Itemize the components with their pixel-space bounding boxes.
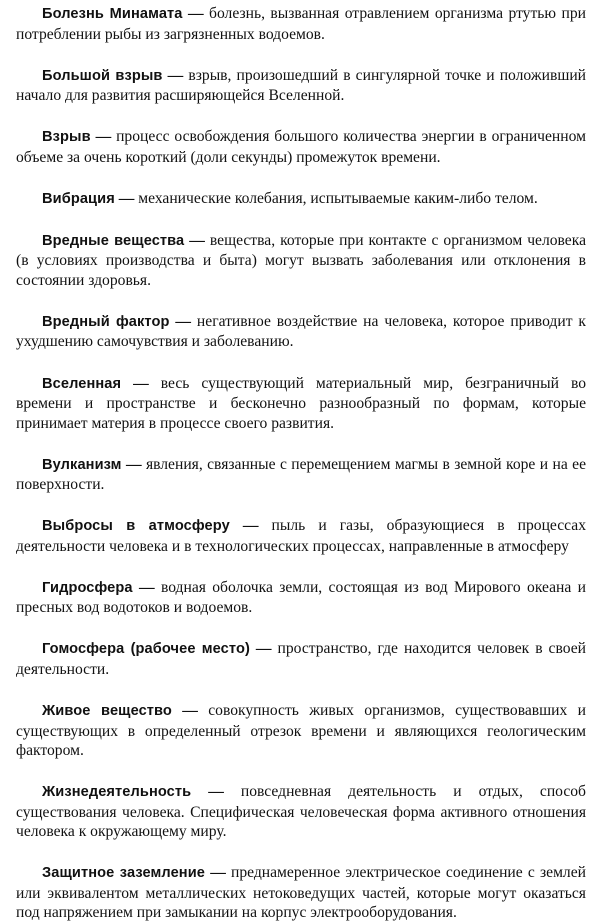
entry-definition: явления, связанные с перемещением магмы в земной коре и на ее поверхности.: [16, 455, 586, 494]
glossary-entry-emissions: [16, 516, 586, 556]
glossary-entry-big-bang: [16, 66, 586, 106]
glossary-entry-vital-activity: [16, 782, 586, 842]
entry-definition: механические колебания, испытываемые каким-либо телом.: [138, 189, 538, 207]
entry-dash: —: [210, 864, 226, 882]
entry-dash: —: [138, 578, 155, 596]
glossary-entry-minamata: [16, 4, 586, 44]
entry-term: Выбросы в атмосферу: [42, 518, 230, 535]
entry-dash: —: [175, 312, 192, 330]
entry-term: Вредные вещества: [42, 232, 185, 249]
glossary-entry-living-matter: [16, 701, 586, 761]
glossary-entry-universe: [16, 374, 586, 434]
entry-dash: —: [167, 66, 184, 84]
entry-dash: —: [242, 517, 259, 535]
entry-definition: совокупность живых организмов, существовавших и существующих в определенный отрезок времени и являющихся геологическим фактором.: [16, 702, 586, 760]
glossary-entry-explosion: [16, 127, 586, 167]
entry-term: Большой взрыв: [42, 67, 163, 84]
entry-dash: —: [208, 783, 224, 801]
entry-term: Живое вещество: [42, 703, 172, 720]
glossary-entry-hydrosphere: [16, 578, 586, 618]
glossary-entry-homosphere: [16, 639, 586, 679]
entry-term: Гомосфера (рабочее место): [42, 641, 250, 658]
entry-dash: —: [189, 231, 205, 249]
glossary-entry-protective-grounding: [16, 863, 586, 923]
entry-definition: водная оболочка земли, состоящая из вод Мирового океана и пресных вод водотоков и водоемов.: [16, 578, 587, 617]
entry-dash: —: [125, 455, 142, 473]
entry-term: Вибрация: [42, 190, 115, 207]
entry-definition: весь существующий материальный мир, безграничный во времени и пространстве и бесконечно разнообразный по формам, которые принимает материя в процессе своего развития.: [16, 374, 586, 432]
entry-dash: —: [95, 128, 112, 146]
glossary-entry-harmful-substances: [16, 231, 586, 291]
entry-term: Взрыв: [42, 129, 91, 146]
entry-definition: процесс освобождения большого количества энергии в ограниченном объеме за очень короткий (доли секунды) промежуток времени.: [16, 128, 586, 166]
entry-definition: преднамеренное электрическое соединение с землей или эквивалентом металлических нетоковедущих частей, которые могут оказаться под напряжением при замыкании на корпус электрооборудования.: [16, 864, 586, 922]
entry-dash: —: [182, 702, 198, 720]
glossary-entry-volcanism: [16, 455, 586, 495]
entry-definition: повседневная деятельность и отдых, способ существования человека. Специфическая человеческая форма активного отношения человека к окружающему миру.: [16, 783, 586, 841]
entry-term: Гидросфера: [42, 579, 133, 596]
entry-term: Вулканизм: [42, 456, 122, 473]
glossary-entry-harmful-factor: [16, 312, 586, 352]
entry-definition: негативное воздействие на человека, которое приводит к ухудшению самочувствия и заболеванию.: [16, 312, 586, 351]
entry-definition: болезнь, вызванная отравлением организма ртутью при потреблении рыбы из загрязненных водоемов.: [16, 5, 586, 43]
entry-term: Вредный фактор: [42, 313, 170, 330]
glossary-entry-vibration: [16, 189, 586, 210]
entry-definition: пыль и газы, образующиеся в процессах деятельности человека и в технологических процессах, направленные в атмосферу: [16, 517, 586, 555]
entry-dash: —: [255, 640, 272, 658]
entry-definition: вещества, которые при контакте с организмом человека (в условиях производства и быта) могут вызвать заболевания или отклонения в состоянии здоровья.: [16, 231, 586, 289]
entry-term: Защитное заземление: [42, 865, 206, 882]
entry-dash: —: [133, 374, 149, 392]
entry-definition: пространство, где находится человек в своей деятельности.: [16, 640, 586, 678]
entry-term: Вселенная: [42, 375, 122, 392]
entry-dash: —: [118, 189, 135, 207]
entry-definition: взрыв, произошедший в сингулярной точке и положивший начало для развития расширяющейся Вселенной.: [16, 66, 587, 105]
entry-dash: —: [187, 5, 204, 22]
entry-term: Жизнедеятельность: [42, 784, 192, 801]
entry-term: Болезнь Минамата: [42, 6, 183, 22]
